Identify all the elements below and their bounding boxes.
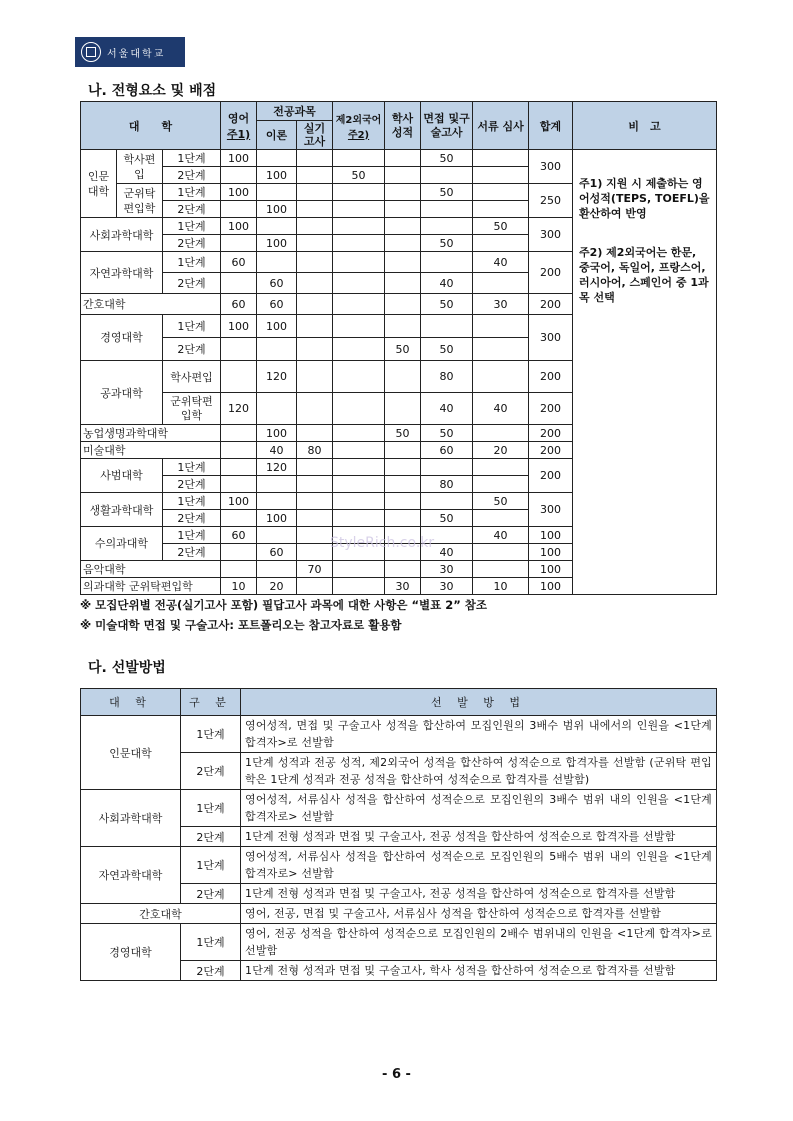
total-cell: 100 bbox=[529, 561, 573, 578]
stage: 2단계 bbox=[163, 167, 221, 184]
score-cell: 100 bbox=[221, 150, 257, 167]
univ-jayeon: 자연과학대학 bbox=[81, 252, 163, 294]
score-cell: 80 bbox=[421, 361, 473, 393]
stage: 2단계 bbox=[163, 510, 221, 527]
method-text: 영어, 전공 성적을 합산하여 성적순으로 모집인원의 2배수 범위내의 인원을 <1단계 합격자>로 선발함 bbox=[241, 924, 717, 961]
univ-gonggwa: 공과대학 bbox=[81, 361, 163, 425]
university-logo bbox=[75, 37, 185, 67]
remark-2: 주2) 제2외국어는 한문, 중국어, 독일어, 프랑스어, 러시아어, 스페인어 중 1과목 선택 bbox=[579, 246, 709, 304]
score-cell: 100 bbox=[257, 167, 297, 184]
stage: 1단계 bbox=[163, 315, 221, 338]
col-gpa: 학사성적 bbox=[385, 102, 421, 150]
page-number: - 6 - bbox=[382, 1067, 411, 1082]
total-cell: 200 bbox=[529, 361, 573, 393]
score-cell: 60 bbox=[221, 527, 257, 544]
score-cell: 40 bbox=[473, 527, 529, 544]
univ-misul: 미술대학 bbox=[81, 442, 221, 459]
col-interview: 면접 및구술고사 bbox=[421, 102, 473, 150]
score-cell: 50 bbox=[421, 510, 473, 527]
univ-name: 자연과학대학 bbox=[81, 847, 181, 904]
score-cell: 20 bbox=[473, 442, 529, 459]
stage: 1단계 bbox=[163, 459, 221, 476]
col-category: 구 분 bbox=[181, 689, 241, 716]
stage: 2단계 bbox=[163, 201, 221, 218]
stage: 군위탁편입학 bbox=[163, 393, 221, 425]
stage: 2단계 bbox=[181, 961, 241, 981]
col-second-language: 제2외국어 주2) bbox=[333, 102, 385, 150]
total-cell: 200 bbox=[529, 442, 573, 459]
score-cell: 70 bbox=[297, 561, 333, 578]
score-allocation-table bbox=[80, 101, 717, 595]
score-cell: 50 bbox=[473, 493, 529, 510]
score-cell: 100 bbox=[221, 184, 257, 201]
score-cell: 40 bbox=[421, 273, 473, 294]
score-cell: 20 bbox=[257, 578, 297, 595]
univ-uigwa: 의과대학 군위탁편입학 bbox=[81, 578, 221, 595]
stage: 2단계 bbox=[163, 338, 221, 361]
col-major: 전공과목 bbox=[257, 102, 333, 121]
total-cell: 100 bbox=[529, 527, 573, 544]
sub-bachelor-transfer: 학사편입 bbox=[117, 150, 163, 184]
score-cell: 30 bbox=[473, 294, 529, 315]
score-cell: 10 bbox=[473, 578, 529, 595]
score-cell: 30 bbox=[421, 578, 473, 595]
stage: 2단계 bbox=[163, 235, 221, 252]
col-english: 영어 주1) bbox=[221, 102, 257, 150]
score-cell: 50 bbox=[421, 338, 473, 361]
score-cell: 50 bbox=[385, 338, 421, 361]
col-major-practical: 실기고사 bbox=[297, 121, 333, 150]
score-cell: 50 bbox=[421, 425, 473, 442]
total-cell: 200 bbox=[529, 252, 573, 294]
method-text: 영어성적, 면접 및 구술고사 성적을 합산하여 모집인원의 3배수 범위 내에서의 인원을 <1단계 합격자>로 선발함 bbox=[241, 716, 717, 753]
stage: 1단계 bbox=[181, 790, 241, 827]
score-cell: 100 bbox=[257, 201, 297, 218]
sub-military-transfer: 군위탁편입학 bbox=[117, 184, 163, 218]
score-cell: 40 bbox=[421, 544, 473, 561]
method-text: 영어, 전공, 면접 및 구술고사, 서류심사 성적을 합산하여 성적순으로 합격자를 선발함 bbox=[241, 904, 717, 924]
col-major-theory: 이론 bbox=[257, 121, 297, 150]
stage: 1단계 bbox=[181, 716, 241, 753]
col-total: 합계 bbox=[529, 102, 573, 150]
total-cell: 200 bbox=[529, 393, 573, 425]
score-cell: 120 bbox=[257, 361, 297, 393]
stage: 1단계 bbox=[163, 527, 221, 544]
stage: 1단계 bbox=[181, 847, 241, 884]
remark-1: 주1) 지원 시 제출하는 영어성적(TEPS, TOEFL)을 환산하여 반영 bbox=[579, 177, 710, 220]
score-cell: 50 bbox=[421, 235, 473, 252]
univ-nongsaeng: 농업생명과학대학 bbox=[81, 425, 221, 442]
total-cell: 200 bbox=[529, 459, 573, 493]
univ-name: 경영대학 bbox=[81, 924, 181, 981]
score-cell: 40 bbox=[473, 252, 529, 273]
score-cell: 100 bbox=[221, 218, 257, 235]
stage: 2단계 bbox=[163, 273, 221, 294]
method-text: 영어성적, 서류심사 성적을 합산하여 성적순으로 모집인원의 5배수 범위 내의 인원을 <1단계 합격자로> 선발함 bbox=[241, 847, 717, 884]
stage: 2단계 bbox=[181, 753, 241, 790]
remarks-cell bbox=[573, 150, 717, 595]
col-documents: 서류 심사 bbox=[473, 102, 529, 150]
university-name: 서울대학교 bbox=[107, 48, 166, 60]
total-cell: 200 bbox=[529, 294, 573, 315]
score-cell: 50 bbox=[421, 294, 473, 315]
univ-saenghwal: 생활과학대학 bbox=[81, 493, 163, 527]
score-cell: 30 bbox=[385, 578, 421, 595]
score-cell: 50 bbox=[333, 167, 385, 184]
score-cell: 60 bbox=[221, 252, 257, 273]
univ-name: 인문대학 bbox=[81, 716, 181, 790]
score-cell: 80 bbox=[297, 442, 333, 459]
score-cell: 60 bbox=[257, 544, 297, 561]
score-cell: 100 bbox=[221, 315, 257, 338]
university-seal-icon bbox=[81, 42, 101, 62]
col-university: 대 학 bbox=[81, 102, 221, 150]
score-cell: 120 bbox=[257, 459, 297, 476]
score-cell: 10 bbox=[221, 578, 257, 595]
total-cell: 250 bbox=[529, 184, 573, 218]
univ-gyeongyeong: 경영대학 bbox=[81, 315, 163, 361]
method-text: 1단계 성적과 전공 성적, 제2외국어 성적을 합산하여 성적순으로 합격자를 선발함 (군위탁 편입학은 1단계 성적과 전공 성적을 합산하여 성적순으로 합격자를 선발함) bbox=[241, 753, 717, 790]
method-text: 1단계 전형 성적과 면접 및 구술고사, 전공 성적을 합산하여 성적순으로 합격자를 선발함 bbox=[241, 827, 717, 847]
score-cell: 100 bbox=[257, 235, 297, 252]
univ-name: 간호대학 bbox=[81, 904, 241, 924]
score-cell: 60 bbox=[421, 442, 473, 459]
total-cell: 300 bbox=[529, 218, 573, 252]
score-cell: 100 bbox=[257, 510, 297, 527]
stage: 1단계 bbox=[163, 252, 221, 273]
stage: 2단계 bbox=[163, 544, 221, 561]
score-cell: 50 bbox=[421, 184, 473, 201]
score-cell: 80 bbox=[421, 476, 473, 493]
univ-name: 사회과학대학 bbox=[81, 790, 181, 847]
score-cell: 60 bbox=[221, 294, 257, 315]
univ-ganho: 간호대학 bbox=[81, 294, 221, 315]
total-cell: 300 bbox=[529, 150, 573, 184]
univ-suui: 수의과대학 bbox=[81, 527, 163, 561]
col-method: 선 발 방 법 bbox=[241, 689, 717, 716]
stage: 1단계 bbox=[163, 218, 221, 235]
stage: 1단계 bbox=[181, 924, 241, 961]
score-cell: 50 bbox=[473, 218, 529, 235]
note-major-exam: ※ 모집단위별 전공(실기고사 포함) 필답고사 과목에 대한 사항은 “별표 2” 참조 bbox=[80, 598, 488, 612]
col-remarks: 비 고 bbox=[573, 102, 717, 150]
stage: 2단계 bbox=[181, 827, 241, 847]
total-cell: 100 bbox=[529, 578, 573, 595]
score-cell: 50 bbox=[385, 425, 421, 442]
method-text: 영어성적, 서류심사 성적을 합산하여 성적순으로 모집인원의 3배수 범위 내의 인원을 <1단계 합격자로> 선발함 bbox=[241, 790, 717, 827]
selection-method-table bbox=[80, 688, 717, 981]
score-cell: 50 bbox=[421, 150, 473, 167]
univ-sahoe: 사회과학대학 bbox=[81, 218, 163, 252]
stage: 2단계 bbox=[181, 884, 241, 904]
score-cell: 60 bbox=[257, 273, 297, 294]
score-cell: 40 bbox=[421, 393, 473, 425]
score-cell: 100 bbox=[221, 493, 257, 510]
stage: 2단계 bbox=[163, 476, 221, 493]
univ-eumak: 음악대학 bbox=[81, 561, 221, 578]
score-cell: 40 bbox=[257, 442, 297, 459]
watermark: StyleRich.co.kr bbox=[330, 535, 435, 551]
stage: 1단계 bbox=[163, 150, 221, 167]
score-cell: 120 bbox=[221, 393, 257, 425]
method-text: 1단계 전형 성적과 면접 및 구술고사, 전공 성적을 합산하여 성적순으로 합격자를 선발함 bbox=[241, 884, 717, 904]
total-cell: 100 bbox=[529, 544, 573, 561]
total-cell: 300 bbox=[529, 493, 573, 527]
col-university: 대 학 bbox=[81, 689, 181, 716]
total-cell: 300 bbox=[529, 315, 573, 361]
total-cell: 200 bbox=[529, 425, 573, 442]
score-cell: 30 bbox=[421, 561, 473, 578]
score-cell: 100 bbox=[257, 315, 297, 338]
score-cell: 60 bbox=[257, 294, 297, 315]
univ-sabeom: 사범대학 bbox=[81, 459, 163, 493]
section-title-score-elements: 나. 전형요소 및 배점 bbox=[88, 83, 217, 99]
score-cell: 40 bbox=[473, 393, 529, 425]
score-cell: 100 bbox=[257, 425, 297, 442]
section-title-selection-method: 다. 선발방법 bbox=[88, 660, 166, 676]
note-art-interview: ※ 미술대학 면접 및 구술고사: 포트폴리오는 참고자료로 활용함 bbox=[80, 618, 402, 632]
stage: 1단계 bbox=[163, 493, 221, 510]
univ-inmun: 인문대학 bbox=[81, 150, 117, 218]
stage: 학사편입 bbox=[163, 361, 221, 393]
stage: 1단계 bbox=[163, 184, 221, 201]
method-text: 1단계 전형 성적과 면접 및 구술고사, 학사 성적을 합산하여 성적순으로 합격자를 선발함 bbox=[241, 961, 717, 981]
